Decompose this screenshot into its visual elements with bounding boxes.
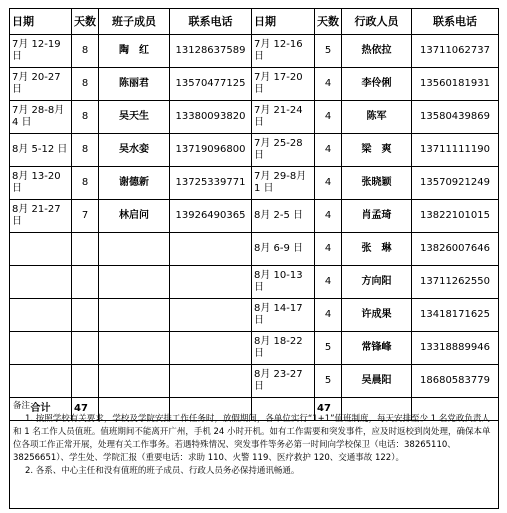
right-date: 8月 23-27 日 bbox=[252, 365, 315, 398]
leader-phone: 13926490365 bbox=[170, 200, 252, 233]
left-days: 7 bbox=[72, 200, 99, 233]
leader-phone: 13725339771 bbox=[170, 167, 252, 200]
right-days: 4 bbox=[315, 101, 342, 134]
right-date: 7月 17-20 日 bbox=[252, 68, 315, 101]
right-date: 8月 10-13 日 bbox=[252, 266, 315, 299]
staff-name: 张晓颖 bbox=[342, 167, 412, 200]
left-days bbox=[72, 299, 99, 332]
right-days: 5 bbox=[315, 332, 342, 365]
notes-item-1: 1. 按照学校有关要求，学校及学院安排工作任务时，放假期间，各单位实行“1+1”值班制度，每天安排至少 1 名党政负责人和 1 名工作人员值班。值班期间不能离开广州，手机 24 小时开机。如有工作需要和突发事件，应及时返校到岗处理，确保本单位各项工作正常开展，处理有关工作事务。若遇特殊情况、突发事件等务必第一时间向学校保卫（电话：38265110、38256651）、学生处、学院汇报（重要电话：求助 110、火警 119、医疗救护 120、交通事故 122）。 bbox=[13, 414, 491, 463]
leader-name: 林启问 bbox=[99, 200, 170, 233]
total-days-left: 47 bbox=[72, 398, 99, 421]
left-date: 8月 13-20 日 bbox=[10, 167, 72, 200]
leader-phone bbox=[170, 266, 252, 299]
leader-phone: 13719096800 bbox=[170, 134, 252, 167]
staff-name: 许成果 bbox=[342, 299, 412, 332]
table-row bbox=[10, 365, 499, 398]
left-days bbox=[72, 332, 99, 365]
leader-phone: 13128637589 bbox=[170, 35, 252, 68]
left-date: 7月 12-19 日 bbox=[10, 35, 72, 68]
right-date: 8月 2-5 日 bbox=[252, 200, 315, 233]
right-date: 7月 25-28 日 bbox=[252, 134, 315, 167]
table-row bbox=[10, 266, 499, 299]
staff-phone: 13711062737 bbox=[412, 35, 499, 68]
roster-body bbox=[10, 9, 499, 421]
right-days: 4 bbox=[315, 134, 342, 167]
header-row bbox=[10, 9, 499, 35]
staff-phone: 13711111190 bbox=[412, 134, 499, 167]
duty-roster-table bbox=[9, 8, 499, 421]
header-days-right: 天数 bbox=[315, 9, 342, 35]
leader-name bbox=[99, 233, 170, 266]
right-days: 4 bbox=[315, 299, 342, 332]
total-days-right: 47 bbox=[315, 398, 342, 421]
right-days: 4 bbox=[315, 68, 342, 101]
staff-phone: 13711262550 bbox=[412, 266, 499, 299]
table-row bbox=[10, 134, 499, 167]
table-row bbox=[10, 233, 499, 266]
notes-item-2: 2. 各系、中心主任和没有值班的班子成员、行政人员务必保持通讯畅通。 bbox=[25, 466, 300, 476]
leader-phone bbox=[170, 332, 252, 365]
table-row bbox=[10, 332, 499, 365]
staff-name: 方向阳 bbox=[342, 266, 412, 299]
left-date: 8月 5-12 日 bbox=[10, 134, 72, 167]
right-days: 5 bbox=[315, 365, 342, 398]
staff-phone: 13570921249 bbox=[412, 167, 499, 200]
leader-phone bbox=[170, 299, 252, 332]
table-row bbox=[10, 167, 499, 200]
leader-phone: 13380093820 bbox=[170, 101, 252, 134]
left-date bbox=[10, 233, 72, 266]
right-days: 5 bbox=[315, 35, 342, 68]
header-phone-right: 联系电话 bbox=[412, 9, 499, 35]
right-date: 8月 18-22 日 bbox=[252, 332, 315, 365]
header-date-right: 日期 bbox=[252, 9, 315, 35]
leader-name: 吴天生 bbox=[99, 101, 170, 134]
right-days: 4 bbox=[315, 266, 342, 299]
leader-name bbox=[99, 266, 170, 299]
left-days: 8 bbox=[72, 134, 99, 167]
total-label: 合计 bbox=[10, 398, 72, 421]
left-date: 7月 20-27 日 bbox=[10, 68, 72, 101]
left-days: 8 bbox=[72, 101, 99, 134]
leader-name: 陈丽君 bbox=[99, 68, 170, 101]
staff-phone: 13822101015 bbox=[412, 200, 499, 233]
table-row bbox=[10, 299, 499, 332]
left-days bbox=[72, 233, 99, 266]
left-days: 8 bbox=[72, 35, 99, 68]
leader-name bbox=[99, 299, 170, 332]
header-staff: 行政人员 bbox=[342, 9, 412, 35]
staff-name: 梁 爽 bbox=[342, 134, 412, 167]
right-date: 8月 14-17 日 bbox=[252, 299, 315, 332]
leader-name: 陶 红 bbox=[99, 35, 170, 68]
staff-phone: 18680583779 bbox=[412, 365, 499, 398]
right-days: 4 bbox=[315, 233, 342, 266]
leader-phone: 13570477125 bbox=[170, 68, 252, 101]
table-row bbox=[10, 35, 499, 68]
staff-phone: 13826007646 bbox=[412, 233, 499, 266]
left-days: 8 bbox=[72, 167, 99, 200]
staff-name: 陈军 bbox=[342, 101, 412, 134]
left-date bbox=[10, 266, 72, 299]
staff-phone: 13418171625 bbox=[412, 299, 499, 332]
header-phone-left: 联系电话 bbox=[170, 9, 252, 35]
leader-name: 谢德新 bbox=[99, 167, 170, 200]
staff-name: 李伶俐 bbox=[342, 68, 412, 101]
left-date: 7月 28-8月 4 日 bbox=[10, 101, 72, 134]
staff-name: 吴晨阳 bbox=[342, 365, 412, 398]
table-row bbox=[10, 68, 499, 101]
left-date bbox=[10, 299, 72, 332]
left-days: 8 bbox=[72, 68, 99, 101]
left-days bbox=[72, 266, 99, 299]
header-leader: 班子成员 bbox=[99, 9, 170, 35]
right-date: 8月 6-9 日 bbox=[252, 233, 315, 266]
staff-name: 肖孟琦 bbox=[342, 200, 412, 233]
right-days: 4 bbox=[315, 167, 342, 200]
right-days: 4 bbox=[315, 200, 342, 233]
staff-phone: 13580439869 bbox=[412, 101, 499, 134]
leader-name bbox=[99, 365, 170, 398]
left-date bbox=[10, 365, 72, 398]
staff-phone: 13560181931 bbox=[412, 68, 499, 101]
leader-name: 吴水娈 bbox=[99, 134, 170, 167]
left-date bbox=[10, 332, 72, 365]
header-days-left: 天数 bbox=[72, 9, 99, 35]
staff-name: 张 琳 bbox=[342, 233, 412, 266]
leader-name bbox=[99, 332, 170, 365]
right-date: 7月 29-8月 1 日 bbox=[252, 167, 315, 200]
right-date: 7月 12-16 日 bbox=[252, 35, 315, 68]
staff-name: 常锋峰 bbox=[342, 332, 412, 365]
table-row bbox=[10, 101, 499, 134]
staff-name: 热依拉 bbox=[342, 35, 412, 68]
right-date: 7月 21-24 日 bbox=[252, 101, 315, 134]
header-date-left: 日期 bbox=[10, 9, 72, 35]
left-date: 8月 21-27 日 bbox=[10, 200, 72, 233]
left-days bbox=[72, 365, 99, 398]
staff-phone: 13318889946 bbox=[412, 332, 499, 365]
leader-phone bbox=[170, 233, 252, 266]
leader-phone bbox=[170, 365, 252, 398]
table-row bbox=[10, 200, 499, 233]
notes-box bbox=[9, 397, 499, 509]
notes-heading: 备注： bbox=[13, 401, 39, 411]
